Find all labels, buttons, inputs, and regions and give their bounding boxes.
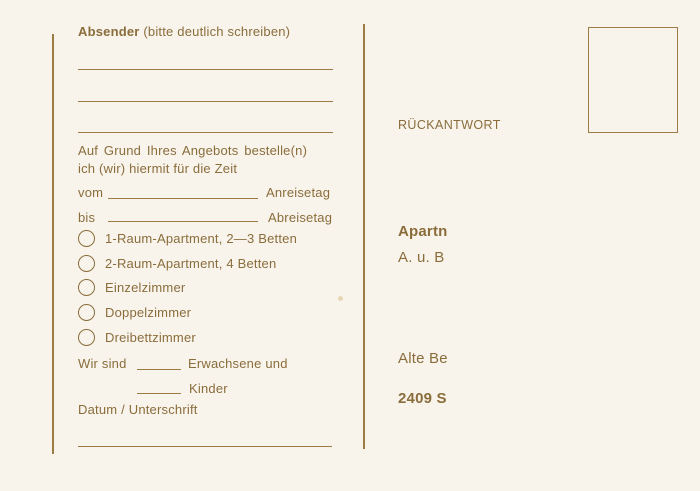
option-circle-2[interactable] (78, 255, 95, 272)
we-are-label: Wir sind (78, 356, 127, 371)
option-label-2: 2-Raum-Apartment, 4 Betten (105, 256, 277, 271)
children-count-field[interactable] (137, 393, 181, 394)
adults-label: Erwachsene und (188, 356, 288, 371)
left-border-line (52, 34, 54, 454)
sender-heading (78, 24, 290, 39)
recipient-line-2: A. u. B (398, 249, 445, 266)
paper-speck (338, 296, 343, 301)
to-label: bis (78, 210, 96, 225)
sender-line-1[interactable] (78, 69, 333, 70)
recipient-postcode: 2409 S (398, 390, 447, 407)
recipient-name: Apartn (398, 223, 448, 240)
option-circle-4[interactable] (78, 304, 95, 321)
arrival-label: Anreisetag (266, 185, 331, 200)
signature-label: Datum / Unterschrift (78, 402, 198, 417)
signature-line[interactable] (78, 446, 332, 447)
adults-count-field[interactable] (137, 369, 181, 370)
order-text-line-2: ich (wir) hiermit für die Zeit (78, 161, 238, 176)
stamp-box (588, 27, 678, 133)
center-divider-line (363, 24, 365, 449)
sender-hint: (bitte deutlich schreiben) (143, 24, 291, 39)
option-label-5: Dreibettzimmer (105, 330, 196, 345)
reply-title: RÜCKANTWORT (398, 118, 501, 132)
sender-line-2[interactable] (78, 101, 333, 102)
option-label-3: Einzelzimmer (105, 280, 186, 295)
departure-date-field[interactable] (108, 221, 258, 222)
from-label: vom (78, 185, 104, 200)
children-label: Kinder (189, 381, 228, 396)
option-circle-3[interactable] (78, 279, 95, 296)
recipient-street: Alte Be (398, 350, 448, 367)
sender-label: Absender (78, 24, 140, 39)
departure-label: Abreisetag (268, 210, 333, 225)
option-label-4: Doppelzimmer (105, 305, 192, 320)
arrival-date-field[interactable] (108, 198, 258, 199)
order-text-line-1: Auf Grund Ihres Angebots bestelle(n) (78, 143, 308, 158)
option-label-1: 1-Raum-Apartment, 2—3 Betten (105, 231, 298, 246)
option-circle-1[interactable] (78, 230, 95, 247)
option-circle-5[interactable] (78, 329, 95, 346)
sender-line-3[interactable] (78, 132, 333, 133)
